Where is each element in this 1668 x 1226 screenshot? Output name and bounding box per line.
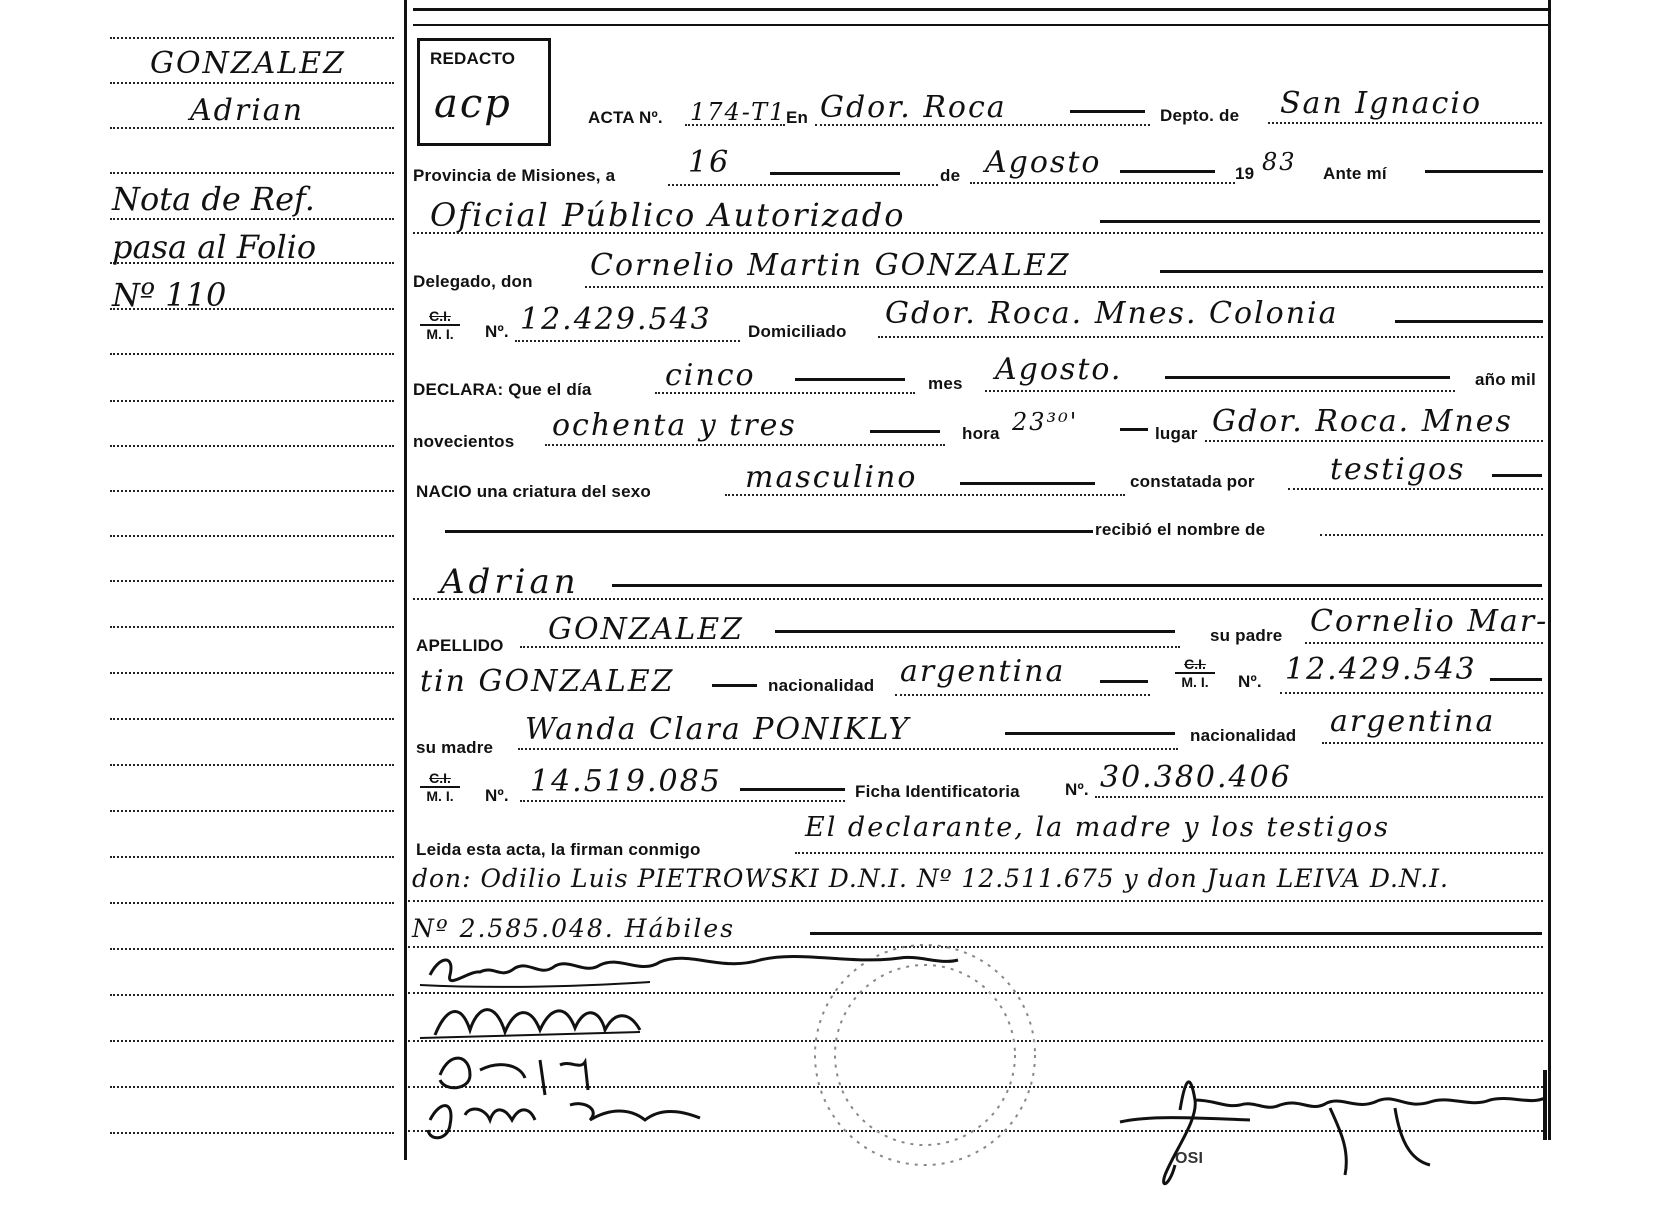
mes-label: mes — [928, 374, 963, 393]
declarant: Cornelio Martin GONZALEZ — [590, 248, 1071, 283]
padre-label: su padre — [1210, 626, 1283, 645]
father-part-2: tin GONZALEZ — [420, 664, 675, 699]
hora-label: hora — [962, 424, 1000, 443]
margin-surname: GONZALEZ — [150, 46, 346, 81]
lugar-label: lugar — [1155, 424, 1198, 443]
redacto-initials: acp — [434, 81, 512, 127]
birth-month: Agosto. — [995, 352, 1123, 387]
mother-doc-type: $\frac{C.I.}{M. I.}$ — [420, 770, 460, 804]
day: 16 — [688, 145, 731, 180]
mother: Wanda Clara PONIKLY — [525, 712, 911, 747]
delegado-label: Delegado, don — [413, 272, 533, 291]
constatada-label: constatada por — [1130, 472, 1255, 491]
month: Agosto — [985, 145, 1102, 180]
signers-line-2: don: Odilio Luis PIETROWSKI D.N.I. Nº 12.511.675 y don Juan LEIVA D.N.I. — [412, 864, 1449, 893]
father-doc-type: $\frac{C.I.}{M. I.}$ — [1175, 656, 1215, 690]
father-no-label: Nº. — [1238, 672, 1262, 691]
recibio-label: recibió el nombre de — [1095, 520, 1266, 539]
birth-year: ochenta y tres — [552, 408, 797, 443]
depto: San Ignacio — [1280, 86, 1483, 121]
signature-witness-2 — [428, 1104, 700, 1138]
nacio-label: NACIO una criatura del sexo — [416, 482, 651, 501]
domicilio-label: Domiciliado — [748, 322, 847, 341]
mother-no-label: Nº. — [485, 786, 509, 805]
signature-declarant — [430, 956, 958, 980]
official: Oficial Público Autorizado — [430, 196, 906, 234]
domicilio: Gdor. Roca. Mnes. Colonia — [885, 296, 1339, 331]
redacto-label: REDACTO — [430, 49, 516, 68]
ano-label: año mil — [1475, 370, 1536, 389]
ficha: 30.380.406 — [1100, 760, 1292, 795]
margin-note-line-2: pasa al Folio — [112, 228, 317, 266]
apellido-label: APELLIDO — [416, 636, 504, 655]
constatada: testigos — [1330, 452, 1466, 487]
birth-day: cinco — [665, 358, 756, 393]
signature-mother — [435, 1010, 640, 1035]
father-nacionalidad-label: nacionalidad — [768, 676, 875, 695]
signers-line-1: El declarante, la madre y los testigos — [805, 812, 1390, 843]
ficha-label: Ficha Identificatoria — [855, 782, 1020, 801]
signers-line-3: Nº 2.585.048. Hábiles — [412, 914, 736, 943]
mother-nationality: argentina — [1330, 704, 1496, 739]
margin-first-name: Adrian — [190, 93, 305, 128]
ante-label: Ante mí — [1323, 164, 1387, 183]
declara-label: DECLARA: Que el día — [413, 380, 592, 399]
official-seal — [815, 945, 1035, 1165]
child-surname: GONZALEZ — [548, 612, 744, 647]
leida-label: Leida esta acta, la firman conmigo — [416, 840, 701, 859]
signature-official — [1164, 1082, 1545, 1184]
father-nationality: argentina — [900, 654, 1066, 689]
place: Gdor. Roca — [820, 90, 1007, 125]
margin-note-line-1: Nota de Ref. — [112, 180, 315, 218]
de-label: de — [940, 166, 961, 185]
father-doc: 12.429.543 — [1285, 652, 1477, 687]
madre-label: su madre — [416, 738, 494, 757]
year-prefix: 19 — [1235, 164, 1255, 183]
mother-doc: 14.519.085 — [530, 764, 722, 799]
father-part-1: Cornelio Mar- — [1310, 604, 1549, 639]
signature-witness-1 — [440, 1058, 588, 1095]
ficha-no-label: Nº. — [1065, 780, 1089, 799]
birth-hour: 23³⁰' — [1012, 408, 1079, 436]
year-suffix: 83 — [1262, 148, 1297, 176]
declarant-no-label: Nº. — [485, 322, 509, 341]
declarant-doc: 12.429.543 — [520, 302, 712, 337]
birth-place: Gdor. Roca. Mnes — [1212, 404, 1513, 439]
provincia-label: Provincia de Misiones, a — [413, 166, 616, 185]
margin-note-line-3: Nº 110 — [112, 276, 227, 314]
mother-nacionalidad-label: nacionalidad — [1190, 726, 1297, 745]
acta-number: 174-T1 — [690, 98, 787, 126]
novecientos-label: novecientos — [413, 432, 515, 451]
en-label: En — [786, 108, 809, 127]
acta-label: ACTA Nº. — [588, 108, 663, 127]
child-name: Adrian — [440, 562, 580, 602]
depto-label: Depto. de — [1160, 106, 1240, 125]
declarant-doc-type: $\frac{C.I.}{M. I.}$ — [420, 308, 460, 342]
sex: masculino — [745, 460, 918, 495]
closing-stamp-text: OSI — [1175, 1150, 1204, 1167]
